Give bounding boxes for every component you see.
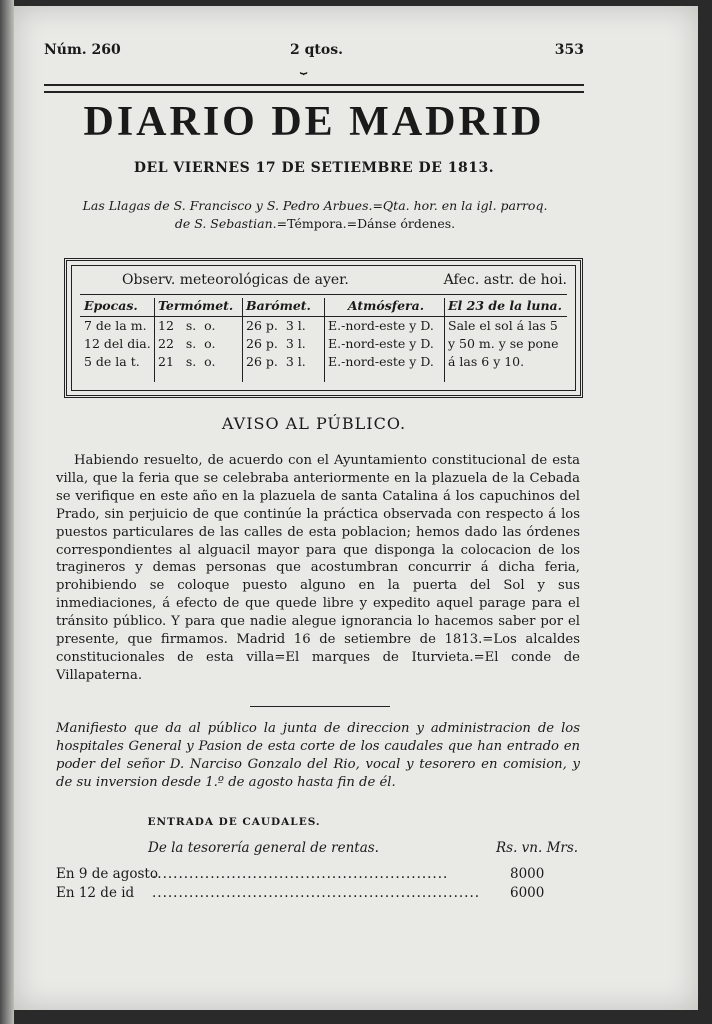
temp-o: o.	[204, 318, 216, 333]
col-atmosfera	[328, 298, 444, 372]
cell-luna: Sale el sol á las 5	[448, 318, 558, 333]
baro-unit: l.	[297, 336, 306, 351]
baro-value: 26 p.	[246, 354, 278, 369]
issue-number: Núm. 260	[44, 42, 121, 58]
temp-s: s.	[185, 354, 197, 369]
col-termometro	[158, 298, 242, 372]
temp-value: 21	[158, 354, 174, 369]
col-divider	[444, 298, 445, 382]
entry-amount: 8000	[510, 866, 545, 882]
baro-lines: 3	[285, 318, 294, 333]
table-rule-top	[80, 294, 567, 295]
weather-table-inner	[71, 265, 576, 391]
baro-lines: 3	[285, 336, 294, 351]
weather-table	[64, 258, 583, 398]
cell-luna: y 50 m. y se pone	[448, 336, 559, 351]
masthead-title: DIARIO DE MADRID	[83, 99, 545, 145]
cell-baro	[246, 336, 324, 354]
entry-label: En 9 de agosto	[56, 866, 158, 882]
cell-atm: E.-nord-este y D.	[328, 354, 434, 369]
book-spine-shadow	[0, 0, 14, 1024]
saints-line-1: Las Llagas de S. Francisco y S. Pedro Arbues.=Qta. hor. en la igl. parroq.	[82, 198, 548, 213]
ledger-entry	[56, 885, 586, 905]
income-heading: ENTRADA DE CAUDALES.	[147, 816, 321, 828]
brace-ornament: ⏟	[300, 60, 308, 74]
cell-baro	[246, 318, 324, 336]
page-header	[44, 42, 584, 74]
cell-atm: E.-nord-este y D.	[328, 336, 434, 351]
saints-line-2	[50, 215, 580, 233]
saints-of-the-day	[50, 197, 580, 233]
entry-label: En 12 de id	[56, 885, 135, 901]
cell-luna: á las 6 y 10.	[448, 354, 525, 369]
col-barometro	[246, 298, 324, 372]
temp-s: s.	[185, 336, 197, 351]
cell-epoca: 7 de la m.	[84, 318, 147, 333]
header-luna: El 23 de la luna.	[448, 298, 562, 313]
entry-amount: 6000	[510, 885, 545, 901]
header-epocas: Epocas.	[84, 298, 138, 313]
header-baromet: Barómet.	[246, 298, 311, 313]
section-divider	[250, 706, 390, 707]
header-termomet: Termómet.	[158, 298, 234, 313]
col-luna	[448, 298, 574, 372]
income-source: De la tesorería general de rentas.	[148, 840, 379, 856]
saints-line-2b: Témpora.=Dánse órdenes.	[287, 216, 456, 231]
baro-value: 26 p.	[246, 336, 278, 351]
cell-epoca: 5 de la t.	[84, 354, 140, 369]
dateline: DEL VIERNES 17 DE SETIEMBRE DE 1813.	[133, 160, 495, 176]
baro-value: 26 p.	[246, 318, 278, 333]
weather-table-heading	[72, 272, 575, 296]
cell-atm: E.-nord-este y D.	[328, 318, 434, 333]
baro-lines: 3	[285, 354, 294, 369]
manifesto-paragraph: Manifiesto que da al público la junta de direccion y administracion de los hospitales General y Pasion de esta corte de los caudales que han entrado en poder del señor D. Narciso Gonzalo del Rio, vocal y tesorero en comision, y de su inversion desde 1.º de agosto hasta fin de él.	[56, 721, 580, 790]
saints-line-2a: de S. Sebastian.=	[174, 216, 288, 231]
meteo-title: Observ. meteorológicas de ayer.	[122, 272, 349, 288]
page-number: 353	[554, 42, 584, 58]
temp-value: 12	[158, 318, 174, 333]
astro-title: Afec. astr. de hoi.	[443, 272, 567, 288]
col-divider	[242, 298, 243, 382]
entry-leader-dots: ........................................................	[152, 866, 449, 882]
cell-epoca: 12 del dia.	[84, 336, 151, 351]
currency-units: Rs. vn. Mrs.	[496, 840, 579, 856]
cell-temp	[158, 318, 242, 336]
temp-value: 22	[158, 336, 174, 351]
notice-body: Habiendo resuelto, de acuerdo con el Ayuntamiento constitucional de esta villa, que la feria que se celebraba anteriormente en la plazuela de la Cebada se verifique en este año en la plazuela de santa Catalina á los capuchinos del Prado, sin perjuicio de que continúe la práctica observada con respecto á los puestos particulares de las calles de esta poblacion; hemos dado las órdenes correspondientes al alguacil mayor para que disponga la colocacion de los tragineros y demas personas que acostumbran concurrir á dicha feria, prohibiendo se coloque puesto alguno en la puerta del Sol y sus inmediaciones, á efecto de que quede libre y expedito aquel parage para el tránsito público. Y para que nadie alegue ignorancia lo hacemos saber por el presente, que firmamos. Madrid 16 de setiembre de 1813.=Los alcaldes constitucionales de esta villa=El marques de Iturvieta.=El conde de Villapaterna.	[56, 453, 580, 683]
temp-o: o.	[204, 354, 216, 369]
temp-s: s.	[185, 318, 197, 333]
col-epocas	[84, 298, 154, 372]
price-qtos: 2 qtos.	[290, 42, 343, 58]
temp-o: o.	[204, 336, 216, 351]
col-divider	[154, 298, 155, 382]
notice-title: AVISO AL PÚBLICO.	[221, 414, 407, 433]
baro-unit: l.	[297, 318, 306, 333]
entry-leader-dots: ..............................................................	[152, 885, 481, 901]
cell-baro	[246, 354, 324, 372]
double-rule	[44, 84, 584, 93]
cell-temp	[158, 354, 242, 372]
col-divider	[324, 298, 325, 382]
ledger-entry	[56, 866, 586, 886]
header-atmosfera: Atmósfera.	[347, 298, 425, 313]
cell-temp	[158, 336, 242, 354]
baro-unit: l.	[297, 354, 306, 369]
